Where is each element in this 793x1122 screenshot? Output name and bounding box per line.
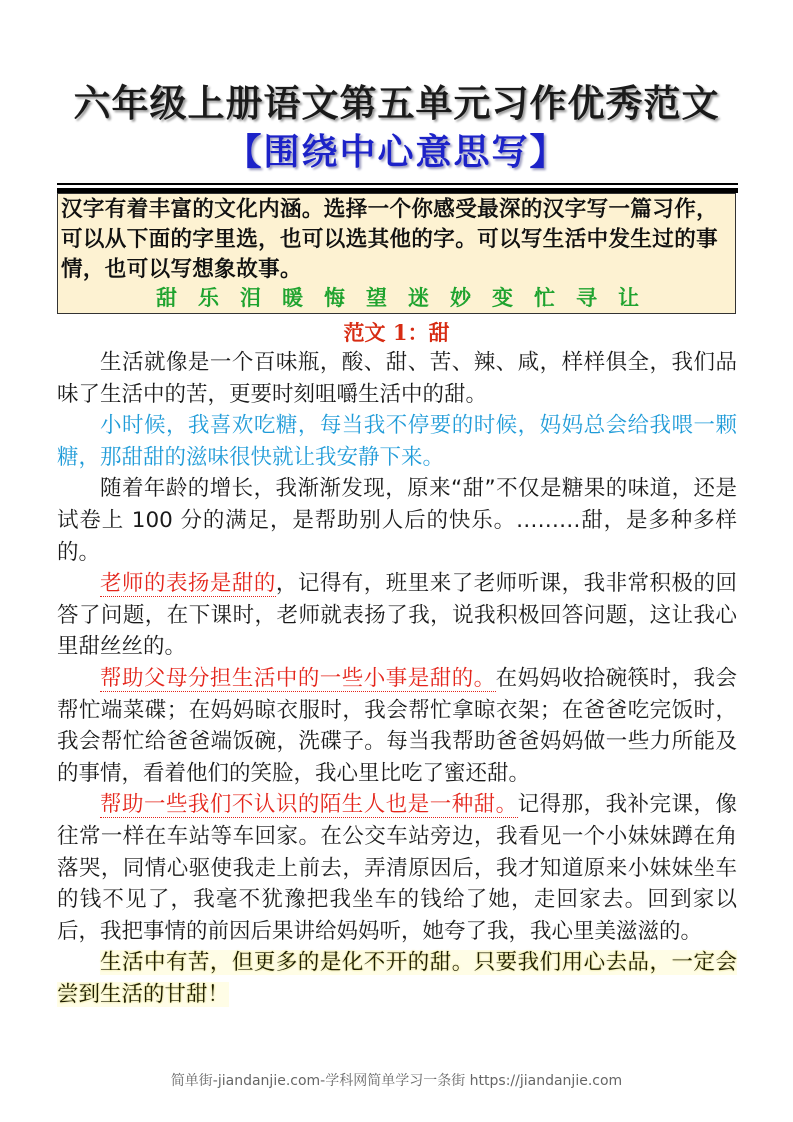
essay-paragraph — [57, 568, 737, 663]
essay-title: 范文 1：甜 — [343, 320, 450, 345]
paragraph-text: 随着年龄的增长，我渐渐发现，原来“甜”不仅是糖果的味道，还是试卷上 100 分的满足，是帮助别人后的快乐。………甜，是多种多样的。 — [57, 476, 737, 565]
essay-conclusion — [57, 947, 737, 1010]
topic-sentence: 帮助父母分担生活中的一些小事是甜的。 — [100, 665, 496, 691]
essay-body — [57, 347, 737, 1010]
essay-paragraph — [57, 410, 737, 473]
document-subtitle: 【围绕中心意思写】 — [225, 132, 568, 173]
footer-watermark: 简单街-jiandanjie.com-学科网简单学习一条街 https://jiandanjie.com — [170, 1073, 623, 1089]
character-option: 望 — [366, 285, 387, 310]
character-option: 悔 — [324, 285, 345, 310]
writing-prompt-box — [57, 193, 736, 314]
paragraph-text: 小时候，我喜欢吃糖，每当我不停要的时候，妈妈总会给我喂一颗糖，那甜甜的滋味很快就让我安静下来。 — [57, 413, 737, 470]
paragraph-text: 在妈妈收拾碗筷时，我会帮忙端菜碟；在妈妈晾衣服时，我会帮忙拿晾衣架；在爸爸吃完饭时，我会帮忙给爸爸端饭碗，洗碟子。每当我帮助爸爸妈妈做一些力所能及的事情，看着他们的笑脸，我心里比吃了蜜还甜。 — [57, 665, 737, 786]
conclusion-text: 生活中有苦，但更多的是化不开的甜。只要我们用心去品，一定会尝到生活的甘甜！ — [57, 950, 737, 1007]
prompt-text: 汉字有着丰富的文化内涵。选择一个你感受最深的汉字写一篇习作，可以从下面的字里选，也可以选其他的字。可以写生活中发生过的事情，也可以写想象故事。 — [61, 197, 719, 282]
character-option: 乐 — [198, 285, 219, 310]
paragraph-text: ，记得有，班里来了老师听课，我非常积极的回答了问题，在下课时，老师就表扬了我，说我积极回答问题，这让我心里甜丝丝的。 — [57, 571, 737, 660]
essay-paragraph — [57, 663, 737, 789]
character-option: 迷 — [408, 285, 429, 310]
topic-sentence: 老师的表扬是甜的 — [100, 571, 276, 597]
character-options — [58, 285, 737, 311]
paragraph-text: 生活就像是一个百味瓶，酸、甜、苦、辣、咸，样样俱全，我们品味了生活中的苦，更要时刻咀嚼生活中的甜。 — [57, 350, 737, 407]
character-option: 泪 — [240, 285, 261, 310]
character-option: 寻 — [576, 285, 597, 310]
essay-paragraph — [57, 789, 737, 947]
essay-paragraph — [57, 473, 737, 568]
paragraph-text: 记得那，我补完课，像往常一样在车站等车回家。在公交车站旁边，我看见一个小妹妹蹲在角落哭，同情心驱使我走上前去，弄清原因后，我才知道原来小妹妹坐车的钱不见了，我毫不犹豫把我坐车的钱给了她，走回家去。回到家以后，我把事情的前因后果讲给妈妈听，她夸了我，我心里美滋滋的。 — [57, 792, 737, 944]
essay-paragraph — [57, 347, 737, 410]
topic-sentence: 帮助一些我们不认识的陌生人也是一种甜。 — [100, 792, 518, 818]
character-option: 妙 — [450, 285, 471, 310]
character-option: 暖 — [282, 285, 303, 310]
character-option: 忙 — [534, 285, 555, 310]
character-option: 变 — [492, 285, 513, 310]
character-option: 甜 — [156, 285, 177, 310]
divider-thin — [57, 183, 738, 185]
document-title: 六年级上册语文第五单元习作优秀范文 — [73, 81, 720, 125]
character-option: 让 — [618, 285, 639, 310]
